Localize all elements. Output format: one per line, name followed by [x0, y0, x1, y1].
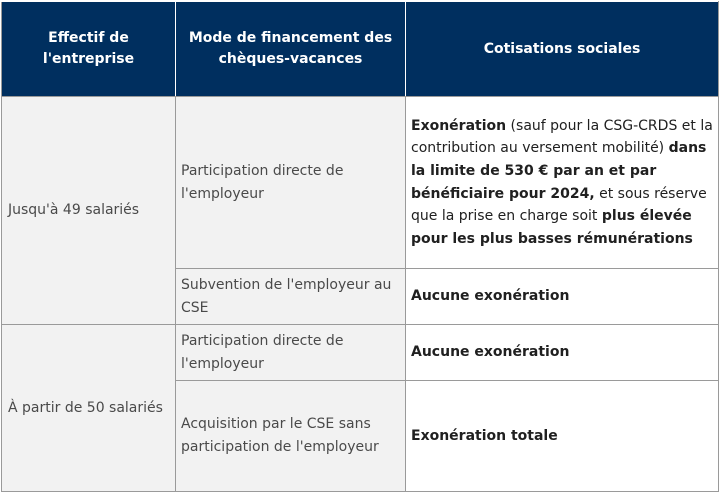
text-bold: dans la limite de 530 € par an et par bénéficiaire pour 2024,	[411, 140, 707, 202]
company-size-cell: À partir de 50 salariés	[2, 325, 176, 492]
text-regular: (sauf pour la CSG-CRDS et la contribution au versement mobilité)	[411, 117, 713, 157]
contributions-cell: Aucune exonération	[406, 325, 719, 381]
cheques-vacances-table	[1, 1, 719, 492]
header-row	[2, 2, 719, 97]
financing-mode-cell: Subvention de l'employeur au CSE	[176, 269, 406, 325]
text-regular: et sous réserve que la prise en charge soit	[411, 185, 707, 225]
contributions-cell: Aucune exonération	[406, 269, 719, 325]
text-bold: Exonération	[411, 117, 507, 134]
header-company-size: Effectif de l'entreprise	[2, 2, 176, 97]
contributions-cell	[406, 97, 719, 269]
contributions-cell: Exonération totale	[406, 381, 719, 492]
header-financing-mode: Mode de financement des chèques-vacances	[176, 2, 406, 97]
financing-mode-cell: Acquisition par le CSE sans participation de l'employeur	[176, 381, 406, 492]
table-row	[2, 97, 719, 269]
financing-mode-cell: Participation directe de l'employeur	[176, 325, 406, 381]
financing-mode-cell: Participation directe de l'employeur	[176, 97, 406, 269]
text-bold: plus élevée pour les plus basses rémunérations	[411, 208, 693, 247]
table-row	[2, 325, 719, 381]
company-size-cell: Jusqu'à 49 salariés	[2, 97, 176, 325]
header-social-contributions: Cotisations sociales	[406, 2, 719, 97]
